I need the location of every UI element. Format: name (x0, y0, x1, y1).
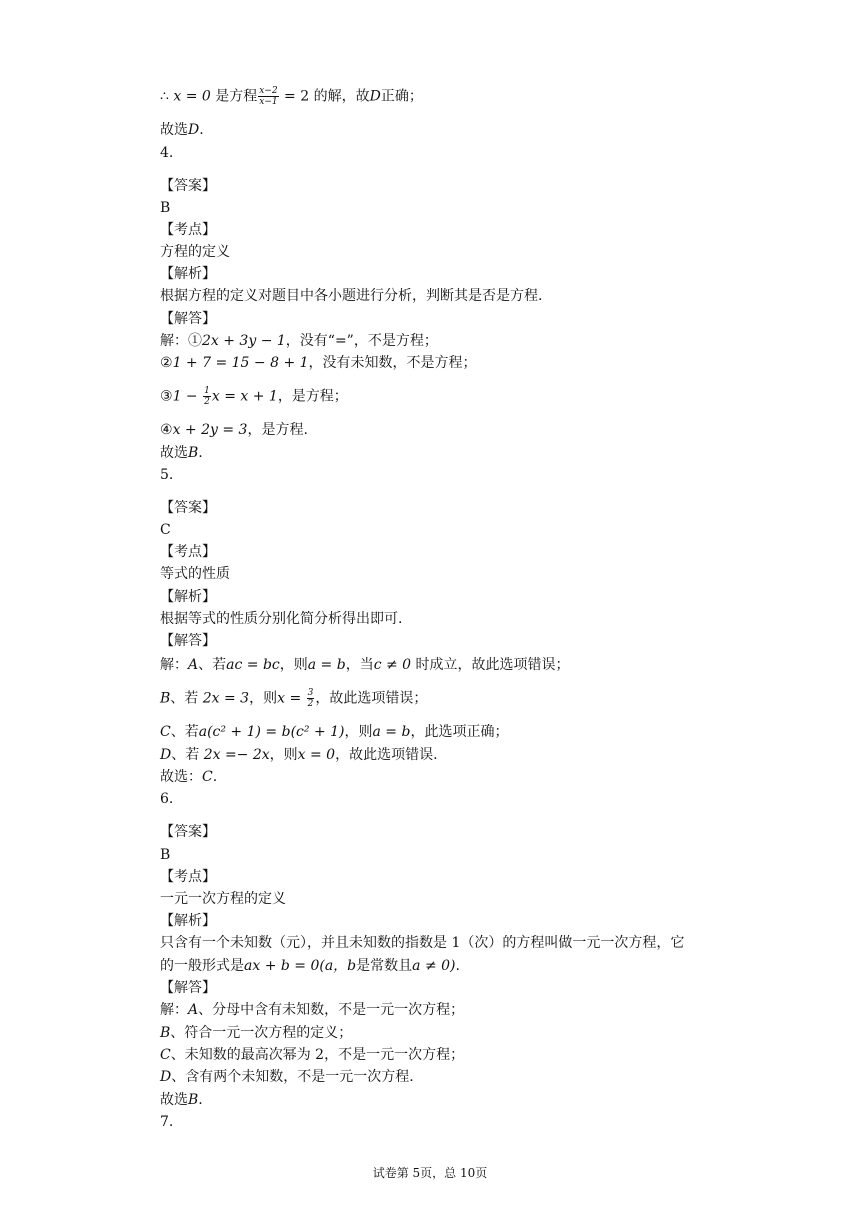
text: ，是方程； (277, 388, 348, 405)
fraction (203, 386, 211, 407)
option-letter: A (188, 1002, 199, 1018)
text: ，故此选项错误. (335, 747, 438, 763)
text: . (198, 1092, 203, 1108)
text: 正确； (380, 88, 423, 105)
text: 解：① (160, 333, 202, 349)
text: 、若 (170, 724, 199, 740)
solution-label: 【解答】 (160, 633, 216, 649)
math-x-eq-0: x = 0 (173, 88, 211, 105)
math-expression: x + 2y = 3 (172, 422, 248, 438)
analysis-text: 根据方程的定义对题目中各小题进行分析，判断其是否是方程. (160, 288, 543, 304)
text: ，是方程. (247, 422, 308, 438)
math-expression: x = (277, 690, 306, 707)
therefore-symbol: ∴ (160, 88, 174, 105)
text: 故选 (160, 1092, 188, 1108)
option-letter: C (160, 724, 171, 740)
math-expression: c ≠ 0 (373, 657, 412, 673)
question-number-7: 7. (160, 1114, 174, 1130)
answer-value: C (160, 522, 171, 538)
analysis-label: 【解析】 (160, 913, 216, 929)
text: ② (160, 355, 173, 371)
option-letter: B (160, 690, 171, 707)
text: ，则 (279, 657, 308, 673)
math-expression: x = x + 1 (211, 388, 278, 405)
text: ，则 (344, 724, 373, 740)
page-footer: 试卷第 5页，总 10页 (372, 1166, 488, 1180)
solution-line-4 (160, 1067, 414, 1087)
text: ，则 (249, 690, 278, 707)
solution-line-2 (160, 1023, 352, 1043)
fraction-numerator: 3 (307, 688, 314, 698)
fraction-numerator: x−2 (259, 86, 278, 96)
text: 的一般形式是 (160, 958, 244, 974)
choose-line (160, 767, 217, 787)
choose-line (160, 120, 204, 140)
conclusion-line (160, 86, 423, 107)
text: ，没有“=”，不是方程； (285, 333, 438, 349)
option-letter: D (188, 122, 200, 138)
point-label: 【考点】 (160, 222, 216, 238)
math-expression: 2x =− 2x (203, 747, 270, 763)
text: . (198, 445, 203, 461)
text: ，则 (269, 747, 298, 763)
solution-line-2 (160, 353, 477, 373)
math-expression: ax + b = 0(a，b (244, 958, 357, 974)
analysis-label: 【解析】 (160, 266, 216, 282)
text: 解： (160, 1002, 188, 1018)
solution-label: 【解答】 (160, 980, 216, 996)
math-expression: a(c² + 1) = b(c² + 1) (198, 724, 345, 740)
answer-value: B (160, 847, 171, 863)
text: 、符合一元一次方程的定义； (170, 1025, 353, 1041)
analysis-text-1: 只含有一个未知数（元），并且未知数的指数是 1（次）的方程叫做一元一次方程，它 (160, 935, 685, 951)
option-letter: B (188, 1092, 199, 1108)
question-number-4: 4. (160, 145, 174, 161)
text: . (212, 769, 218, 785)
fraction-denominator: x−1 (259, 97, 278, 107)
text: ④ (160, 422, 173, 438)
choose-line (160, 443, 203, 463)
solution-line-4 (160, 745, 438, 765)
point-label: 【考点】 (160, 869, 216, 885)
solution-line-3 (160, 1045, 464, 1065)
text: 解： (160, 657, 188, 673)
fraction (258, 86, 278, 107)
text: ③ (160, 388, 173, 405)
text: 是常数且 (356, 958, 413, 974)
text: ，此选项正确； (410, 724, 509, 740)
solution-line-1 (160, 655, 570, 675)
solution-line-3 (160, 386, 348, 407)
option-letter: C (160, 1047, 171, 1063)
fraction-denominator: 2 (307, 699, 314, 709)
text: ，故此选项错误； (315, 690, 428, 707)
fraction-numerator: 1 (204, 386, 210, 396)
math-expression: x = 0 (297, 747, 336, 763)
text: 、分母中含有未知数，不是一元一次方程； (198, 1002, 465, 1018)
answer-value: B (160, 200, 171, 216)
text: 、未知数的最高次幂为 2，不是一元一次方程； (170, 1047, 465, 1063)
question-number-6: 6. (160, 791, 174, 807)
math-expression: 2x + 3y − 1 (202, 333, 286, 349)
math-expression: 1 − (172, 388, 203, 405)
solution-label: 【解答】 (160, 311, 216, 327)
point-label: 【考点】 (160, 544, 216, 560)
point-text: 方程的定义 (160, 244, 230, 260)
option-letter: C (202, 769, 213, 785)
option-letter: A (188, 657, 199, 673)
text: 、含有两个未知数，不是一元一次方程. (171, 1069, 414, 1085)
point-text: 一元一次方程的定义 (160, 891, 286, 907)
analysis-label: 【解析】 (160, 589, 216, 605)
math-expression: 1 + 7 = 15 − 8 + 1 (172, 355, 309, 371)
text: 故选： (160, 769, 202, 785)
math-expression: a = b (372, 724, 411, 740)
answer-label: 【答案】 (160, 178, 216, 194)
text: 、若 (171, 747, 204, 763)
text: 是方程 (210, 88, 258, 105)
option-letter: B (188, 445, 199, 461)
text: 时成立，故此选项错误； (411, 657, 570, 673)
option-letter: D (160, 1069, 172, 1085)
fraction-denominator: 2 (204, 397, 210, 407)
solution-line-4 (160, 420, 308, 440)
text: 故选 (160, 445, 188, 461)
math-expression: 2x = 3 (202, 690, 250, 707)
solution-line-1 (160, 331, 438, 351)
math-expression: ac = bc (226, 657, 280, 673)
fraction (307, 688, 315, 709)
text: ，没有未知数，不是方程； (308, 355, 477, 371)
analysis-text: 根据等式的性质分别化简分析得出即可. (160, 611, 403, 627)
answer-label: 【答案】 (160, 824, 216, 840)
choose-line (160, 1090, 203, 1110)
option-letter: D (160, 747, 172, 763)
math-expression: a = b (307, 657, 346, 673)
option-letter: D (369, 88, 381, 105)
answer-label: 【答案】 (160, 500, 216, 516)
text: . (455, 958, 460, 974)
solution-line-3 (160, 722, 508, 742)
text: ，当 (345, 657, 374, 673)
analysis-text-2 (160, 956, 460, 976)
option-letter: B (160, 1025, 171, 1041)
text: 、若 (198, 657, 227, 673)
point-text: 等式的性质 (160, 566, 230, 582)
text: = 2 的解，故 (279, 88, 370, 105)
question-number-5: 5. (160, 467, 174, 483)
solution-line-1 (160, 1000, 464, 1020)
text: . (199, 122, 204, 138)
math-expression: a ≠ 0) (412, 958, 456, 974)
text: 故选 (160, 122, 188, 138)
solution-line-2 (160, 688, 427, 709)
text: 、若 (170, 690, 203, 707)
